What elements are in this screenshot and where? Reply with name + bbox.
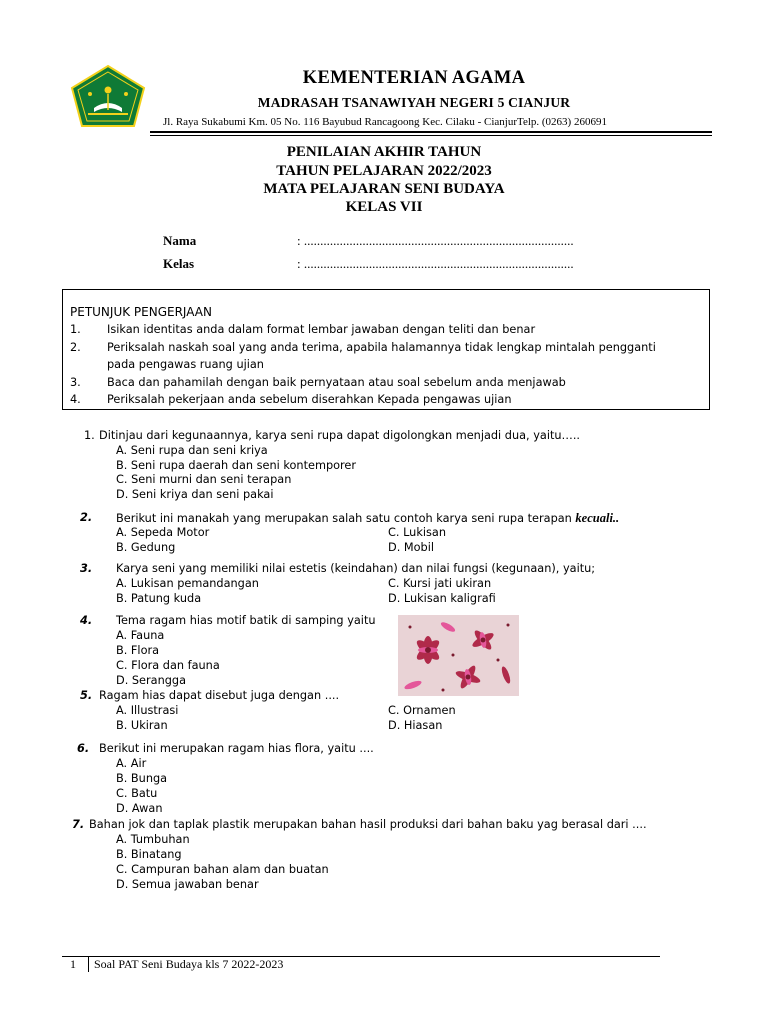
batik-motif-image — [398, 615, 519, 696]
instruction-num: 4. — [70, 393, 81, 406]
question-number: 1. — [84, 429, 95, 442]
instruction-num: 3. — [70, 376, 81, 389]
page-number: 1 — [70, 957, 76, 971]
exam-title: PENILAIAN AKHIR TAHUN — [286, 144, 482, 160]
question-text: Bahan jok dan taplak plastik merupakan bahan hasil produksi dari bahan baku yag berasal dari .... — [89, 818, 647, 831]
exam-subject: MATA PELAJARAN SENI BUDAYA — [263, 181, 505, 197]
question-number: 7. — [72, 818, 85, 831]
header-rule-thin — [150, 135, 712, 136]
question-number: 4. — [80, 614, 93, 627]
question-number: 6. — [77, 742, 90, 755]
option-a[interactable]: A. Lukisan pemandangan — [116, 577, 259, 590]
exam-class: KELAS VII — [345, 199, 423, 215]
name-field[interactable]: : ................................................................................... — [297, 233, 574, 248]
instruction-text-cont: pada pengawas ruang ujian — [107, 358, 264, 371]
question-text: Ditinjau dari kegunaannya, karya seni rupa dapat digolongkan menjadi dua, yaitu….. — [99, 429, 581, 442]
question-text: Ragam hias dapat disebut juga dengan .... — [99, 689, 340, 702]
question-number: 3. — [80, 562, 93, 575]
option-c[interactable]: C. Campuran bahan alam dan buatan — [116, 863, 329, 876]
option-d[interactable]: D. Seni kriya dan seni pakai — [116, 488, 274, 501]
question-number: 2. — [80, 511, 93, 524]
option-b[interactable]: B. Gedung — [116, 541, 176, 554]
exam-year: TAHUN PELAJARAN 2022/2023 — [276, 163, 492, 179]
instruction-text: Periksalah naskah soal yang anda terima, apabila halamannya tidak lengkap mintalah pengganti — [107, 341, 656, 354]
instructions-title: PETUNJUK PENGERJAAN — [70, 305, 212, 319]
option-b[interactable]: B. Ukiran — [116, 719, 168, 732]
instruction-num: 1. — [70, 323, 81, 336]
option-c[interactable]: C. Ornamen — [388, 704, 456, 717]
school-address: Jl. Raya Sukabumi Km. 05 No. 116 Bayubud Rancagoong Kec. Cilaku - CianjurTelp. (0263) 260691 — [163, 116, 607, 128]
option-a[interactable]: A. Illustrasi — [116, 704, 179, 717]
option-c[interactable]: C. Seni murni dan seni terapan — [116, 473, 292, 486]
option-a[interactable]: A. Sepeda Motor — [116, 526, 210, 539]
option-c[interactable]: C. Flora dan fauna — [116, 659, 220, 672]
option-d[interactable]: D. Awan — [116, 802, 163, 815]
question-emphasis: kecuali.. — [575, 511, 620, 525]
option-a[interactable]: A. Air — [116, 757, 147, 770]
header-rule — [150, 131, 712, 133]
option-b[interactable]: B. Flora — [116, 644, 160, 657]
question-text — [116, 511, 619, 526]
instruction-text: Isikan identitas anda dalam format lembar jawaban dengan teliti dan benar — [107, 323, 536, 336]
question-number: 5. — [80, 689, 93, 702]
class-field[interactable]: : ................................................................................... — [297, 256, 574, 271]
question-text-main: Berikut ini manakah yang merupakan salah satu contoh karya seni rupa terapan — [116, 512, 576, 525]
option-d[interactable]: D. Mobil — [388, 541, 434, 554]
option-b[interactable]: B. Seni rupa daerah dan seni kontemporer — [116, 459, 357, 472]
option-a[interactable]: A. Tumbuhan — [116, 833, 190, 846]
class-label: Kelas — [163, 256, 195, 271]
question-text: Karya seni yang memiliki nilai estetis (keindahan) dan nilai fungsi (kegunaan), yaitu; — [116, 562, 596, 575]
option-d[interactable]: D. Serangga — [116, 674, 186, 687]
option-b[interactable]: B. Patung kuda — [116, 592, 202, 605]
instruction-text: Periksalah pekerjaan anda sebelum diserahkan Kepada pengawas ujian — [107, 393, 512, 406]
question-text: Berikut ini merupakan ragam hias flora, yaitu .... — [99, 742, 374, 755]
option-b[interactable]: B. Binatang — [116, 848, 182, 861]
question-text: Tema ragam hias motif batik di samping yaitu — [116, 614, 376, 627]
option-a[interactable]: A. Fauna — [116, 629, 165, 642]
name-label: Nama — [163, 233, 197, 248]
option-d[interactable]: D. Hiasan — [388, 719, 443, 732]
option-c[interactable]: C. Batu — [116, 787, 158, 800]
option-c[interactable]: C. Lukisan — [388, 526, 446, 539]
option-d[interactable]: D. Lukisan kaligrafi — [388, 592, 496, 605]
instruction-num: 2. — [70, 341, 81, 354]
ministry-title: KEMENTERIAN AGAMA — [302, 68, 526, 88]
option-d[interactable]: D. Semua jawaban benar — [116, 878, 259, 891]
option-c[interactable]: C. Kursi jati ukiran — [388, 577, 492, 590]
option-a[interactable]: A. Seni rupa dan seni kriya — [116, 444, 268, 457]
school-name: MADRASAH TSANAWIYAH NEGERI 5 CIANJUR — [257, 95, 571, 110]
footer-separator — [88, 957, 89, 972]
instruction-text: Baca dan pahamilah dengan baik pernyataan atau soal sebelum anda menjawab — [107, 376, 566, 389]
option-b[interactable]: B. Bunga — [116, 772, 168, 785]
footer-text: Soal PAT Seni Budaya kls 7 2022-2023 — [94, 957, 284, 971]
